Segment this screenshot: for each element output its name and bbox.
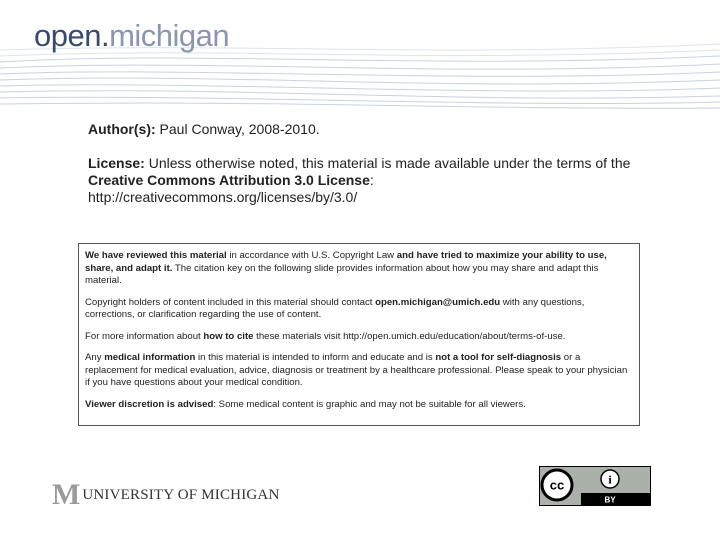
document-meta: [88, 121, 648, 223]
header-swoosh-lines: [0, 0, 720, 110]
notice-text: Any: [85, 352, 105, 363]
notice-text: these materials visit http://open.umich.edu/education/about/terms-of-use.: [253, 330, 566, 342]
license-url[interactable]: http://creativecommons.org/licenses/by/3.0/: [88, 189, 358, 205]
license-label: License:: [88, 155, 145, 171]
notice-text: For more information about: [85, 330, 204, 342]
notice-text: in accordance with U.S. Copyright Law: [226, 250, 397, 261]
notice-paragraph-copyright: [85, 297, 633, 322]
notice-paragraph-discretion: [85, 399, 633, 412]
notice-bold-cite: how to cite: [203, 330, 254, 342]
cc-by-badge-icon[interactable]: [539, 466, 651, 506]
logo-michigan-text: michigan: [109, 18, 230, 53]
attribution-glyph: i: [608, 472, 612, 487]
logo-open-text: open: [34, 18, 101, 53]
logo-dot: .: [100, 18, 110, 53]
notice-paragraph-review: [85, 250, 633, 288]
university-of-michigan-logo: [52, 478, 280, 511]
license-paragraph: [88, 155, 648, 206]
notice-bold-medical: medical information: [104, 352, 196, 363]
by-label: BY: [604, 495, 616, 505]
author-label: Author(s):: [88, 121, 156, 137]
notice-paragraph-cite: [85, 331, 633, 344]
license-text-1: Unless otherwise noted, this material is made available under the terms of the: [144, 155, 631, 171]
notice-bold-maximize: and have tried to maximize your ability to use, share, and adapt it.: [85, 250, 607, 274]
license-text-2: :: [369, 172, 374, 188]
university-name: UNIVERSITY OF MICHIGAN: [82, 486, 280, 503]
notice-bold-reviewed: We have reviewed this material: [85, 250, 227, 261]
notice-text: The citation key on the following slide provides information about how you may share and adapt this material.: [85, 262, 599, 286]
block-m-icon: M: [52, 478, 81, 511]
notice-text: in this material is intended to inform and educate and is: [195, 352, 436, 363]
notice-text: with any questions, corrections, or clarification regarding the use of content.: [85, 296, 585, 320]
notice-paragraph-medical: [85, 352, 633, 390]
author-value: Paul Conway, 2008-2010.: [155, 121, 320, 137]
notice-box: [78, 243, 640, 426]
notice-text: or a replacement for medical evaluation, advice, diagnosis or treatment by a healthcare professional. Please speak to your physician if you have questions about your medical condition.: [85, 352, 628, 388]
notice-text: : Some medical content is graphic and may not be suitable for all viewers.: [213, 398, 526, 410]
author-line: [88, 121, 648, 138]
notice-text: Copyright holders of content included in this material should contact: [85, 296, 376, 308]
notice-bold-discretion: Viewer discretion is advised: [85, 398, 214, 410]
header-banner: [0, 0, 720, 110]
cc-letters: cc: [549, 477, 565, 493]
license-name: Creative Commons Attribution 3.0 License: [88, 172, 370, 188]
contact-email[interactable]: open.michigan@umich.edu: [375, 296, 501, 308]
open-michigan-logo: [34, 18, 229, 54]
notice-bold-self-diagnosis: not a tool for self-diagnosis: [435, 352, 562, 363]
